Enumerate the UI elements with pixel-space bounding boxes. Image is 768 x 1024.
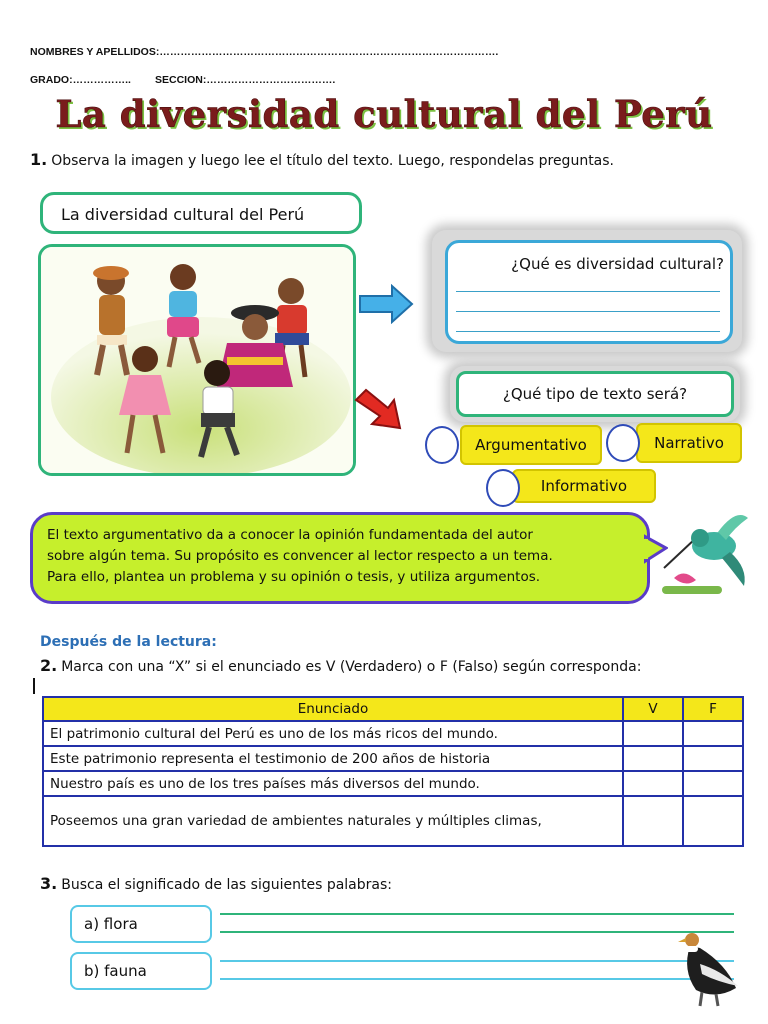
question-text-type-box: ¿Qué tipo de texto será? <box>456 371 734 417</box>
statement-cell: Poseemos una gran variedad de ambientes naturales y múltiples climas, <box>43 796 623 846</box>
nombres-field[interactable]: NOMBRES Y APELLIDOS:……………………………………………………………………………………. <box>30 46 499 58</box>
table-header-row <box>43 697 743 721</box>
question-3 <box>40 874 392 893</box>
option-narrativo[interactable]: Narrativo <box>636 423 742 463</box>
hummingbird-icon <box>656 508 752 600</box>
arrow-right-icon <box>358 284 414 324</box>
question-diversity-label: ¿Qué es diversidad cultural? <box>511 255 724 273</box>
column-header-enunciado: Enunciado <box>43 697 623 721</box>
f-answer-cell[interactable] <box>683 771 743 796</box>
question-1-number: 1. <box>30 150 48 169</box>
condor-icon <box>676 930 756 1010</box>
answer-line[interactable] <box>220 960 734 962</box>
column-header-f: F <box>683 697 743 721</box>
info-line: sobre algún tema. Su propósito es convencer al lector respecto a un tema. <box>47 548 553 564</box>
arrow-down-right-icon <box>354 388 404 434</box>
answer-line[interactable] <box>220 913 734 915</box>
v-answer-cell[interactable] <box>623 771 683 796</box>
question-1 <box>30 150 614 169</box>
v-answer-cell[interactable] <box>623 796 683 846</box>
text-title-box: La diversidad cultural del Perú <box>40 192 362 234</box>
statement-cell: Nuestro país es uno de los tres países más diversos del mundo. <box>43 771 623 796</box>
table-row <box>43 746 743 771</box>
table-row <box>43 771 743 796</box>
statement-cell: Este patrimonio representa el testimonio de 200 años de historia <box>43 746 623 771</box>
answer-line[interactable] <box>456 291 720 292</box>
question-2-number: 2. <box>40 656 58 675</box>
v-answer-cell[interactable] <box>623 746 683 771</box>
f-answer-cell[interactable] <box>683 746 743 771</box>
text-cursor <box>33 678 35 694</box>
word-fauna-box: b) fauna <box>70 952 212 990</box>
info-line: Para ello, plantea un problema y su opinión o tesis, y utiliza argumentos. <box>47 569 541 585</box>
answer-line[interactable] <box>220 931 734 933</box>
dancing-children-illustration <box>41 247 353 473</box>
f-answer-cell[interactable] <box>683 721 743 746</box>
answer-line[interactable] <box>456 311 720 312</box>
question-3-text: Busca el significado de las siguientes palabras: <box>61 877 392 893</box>
illustration-frame <box>38 244 356 476</box>
true-false-table <box>42 696 744 847</box>
checkbox-narrativo[interactable] <box>606 424 640 462</box>
option-argumentativo[interactable]: Argumentativo <box>460 425 602 465</box>
checkbox-argumentativo[interactable] <box>425 426 459 464</box>
option-informativo[interactable]: Informativo <box>512 469 656 503</box>
checkbox-informativo[interactable] <box>486 469 520 507</box>
question-3-number: 3. <box>40 874 58 893</box>
column-header-v: V <box>623 697 683 721</box>
seccion-field[interactable]: SECCION:………………………………. <box>155 74 336 86</box>
question-2-text: Marca con una “X” si el enunciado es V (Verdadero) o F (Falso) según corresponda: <box>61 659 642 675</box>
after-reading-heading: Después de la lectura: <box>40 634 217 650</box>
word-flora-box: a) flora <box>70 905 212 943</box>
info-callout <box>30 512 650 604</box>
question-diversity-box <box>445 240 733 344</box>
info-line: El texto argumentativo da a conocer la opinión fundamentada del autor <box>47 527 533 543</box>
answer-line[interactable] <box>456 331 720 332</box>
question-2 <box>40 656 641 675</box>
statement-cell: El patrimonio cultural del Perú es uno de los más ricos del mundo. <box>43 721 623 746</box>
page-title: La diversidad cultural del Perú <box>55 92 713 136</box>
question-1-text: Observa la imagen y luego lee el título del texto. Luego, respondelas preguntas. <box>51 153 615 169</box>
grado-field[interactable]: GRADO:…………….. <box>30 74 131 86</box>
table-row <box>43 721 743 746</box>
answer-line[interactable] <box>220 978 734 980</box>
v-answer-cell[interactable] <box>623 721 683 746</box>
f-answer-cell[interactable] <box>683 796 743 846</box>
table-row <box>43 796 743 846</box>
